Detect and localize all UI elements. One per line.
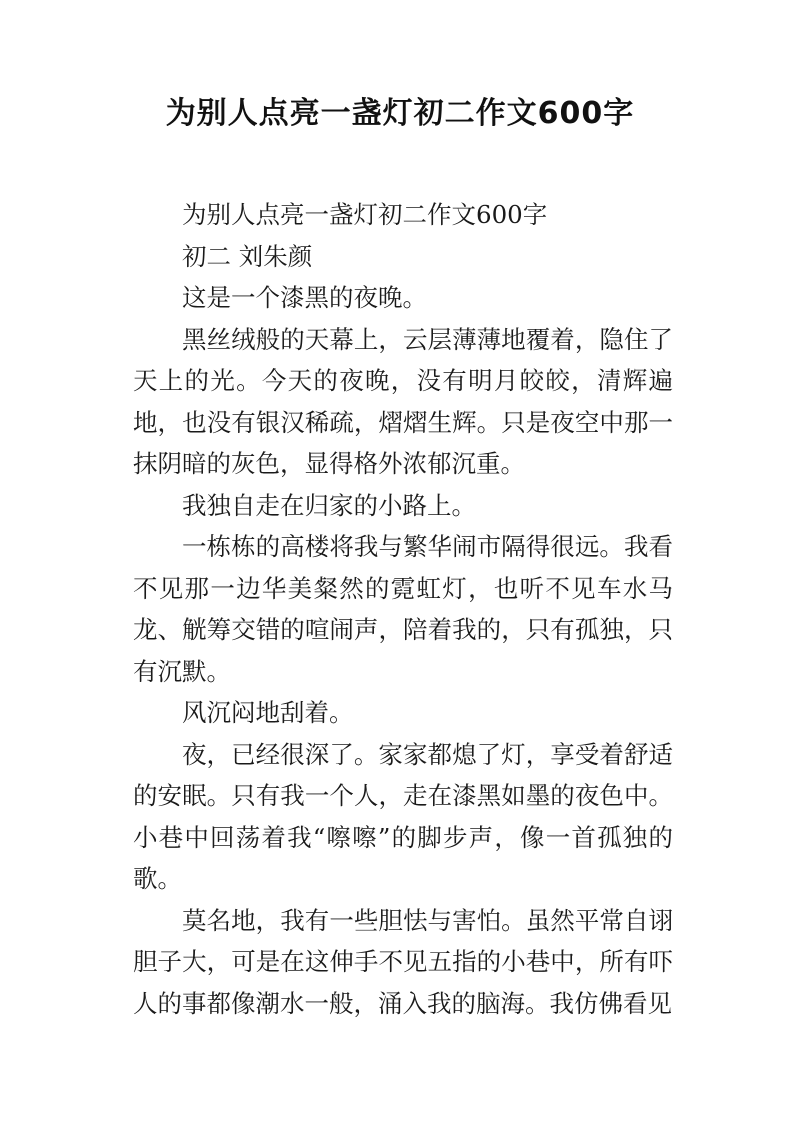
paragraph: 黑丝绒般的天幕上，云层薄薄地覆着，隐住了天上的光。今天的夜晚，没有明月皎皎，清辉遍地，也没有银汉稀疏，熠熠生辉。只是夜空中那一抹阴暗的灰色，显得格外浓郁沉重。 <box>133 324 673 478</box>
paragraph: 这是一个漆黑的夜晚。 <box>182 283 427 312</box>
document-body <box>133 194 673 1024</box>
paragraph: 一栋栋的高楼将我与繁华闹市隔得很远。我看不见那一边华美粲然的霓虹灯，也听不见车水马龙、觥筹交错的喧闹声，陪着我的，只有孤独，只有沉默。 <box>133 532 673 686</box>
paragraph: 夜，已经很深了。家家都熄了灯，享受着舒适的安眠。只有我一个人，走在漆黑如墨的夜色中。小巷中回荡着我“嚓嚓”的脚步声，像一首孤独的歌。 <box>133 739 673 893</box>
paragraph: 我独自走在归家的小路上。 <box>182 490 476 520</box>
paragraph-author: 初二 刘朱颜 <box>182 241 313 271</box>
paragraph-subtitle: 为别人点亮一盏灯初二作文600字 <box>182 200 548 229</box>
paragraph: 莫名地，我有一些胆怯与害怕。虽然平常自诩胆子大，可是在这伸手不见五指的小巷中，所有吓人的事都像潮水一般，涌入我的脑海。我仿佛看见 <box>133 905 673 1018</box>
paragraph: 风沉闷地刮着。 <box>182 698 354 727</box>
document-title: 为别人点亮一盏灯初二作文600字 <box>165 96 635 131</box>
